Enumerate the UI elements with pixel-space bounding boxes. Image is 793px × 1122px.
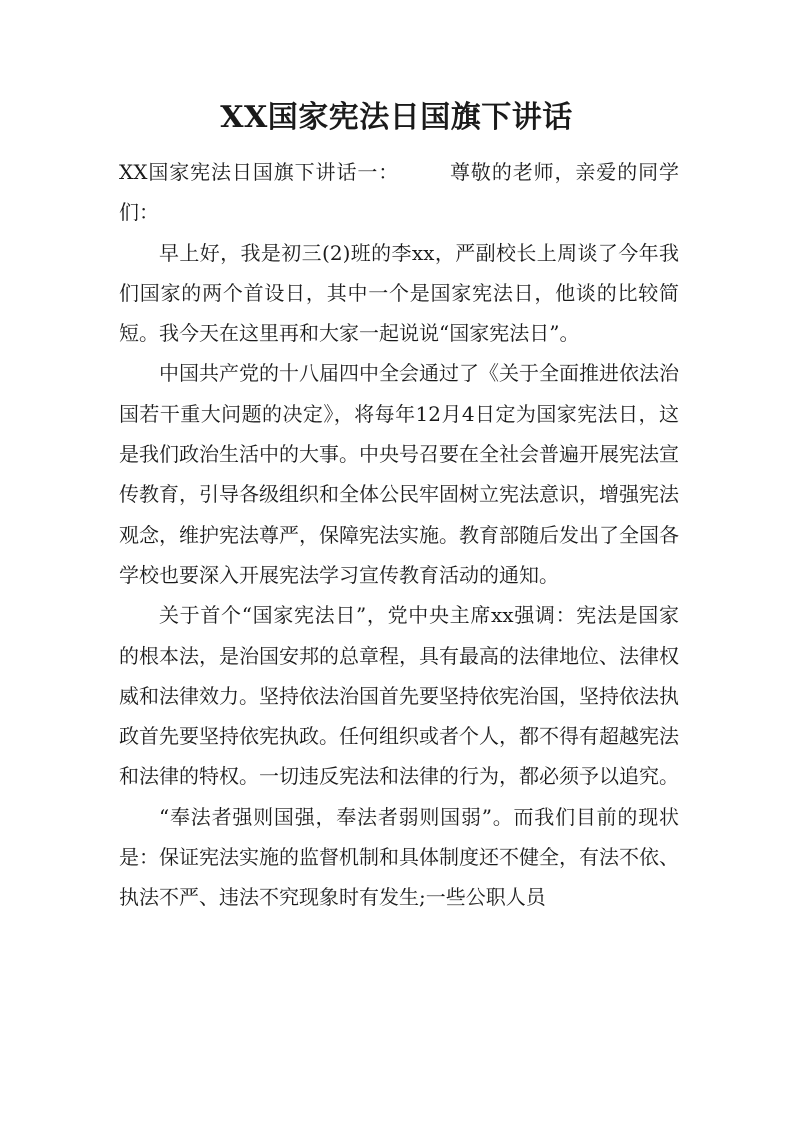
intro-line [119,152,679,233]
paragraph-4: “奉法者强则国强，奉法者弱则国弱”。而我们目前的现状是：保证宪法实施的监督机制和具体制度还不健全，有法不依、执法不严、违法不究现象时有发生;一些公职人员 [119,804,679,910]
paragraph-2: 中国共产党的十八届四中全会通过了《关于全面推进依法治国若干重大问题的决定》，将每年12月4日定为国家宪法日，这是我们政治生活中的大事。中央号召要在全社会普遍开展宪法宣传教育，引导各级组织和全体公民牢固树立宪法意识，增强宪法观念，维护宪法尊严，保障宪法实施。教育部随后发出了全国各学校也要深入开展宪法学习宣传教育活动的通知。 [119,361,679,587]
document-body [119,152,679,918]
paragraph-3: 关于首个“国家宪法日”，党中央主席xx强调：宪法是国家的根本法，是治国安邦的总章程，具有最高的法律地位、法律权威和法律效力。坚持依法治国首先要坚持依宪治国，坚持依法执政首先要坚持依宪执政。任何组织或者个人，都不得有超越宪法和法律的特权。一切违反宪法和法律的行为，都必须予以追究。 [119,603,679,789]
document-title: XX国家宪法日国旗下讲话 [220,100,573,135]
intro-label: XX国家宪法日国旗下讲话一： [119,160,400,184]
salutation: 尊敬的老师，亲爱的同学们： [119,160,680,225]
paragraph-1: 早上好，我是初三(2)班的李xx，严副校长上周谈了今年我们国家的两个首设日，其中一个是国家宪法日，他谈的比较简短。我今天在这里再和大家一起说说“国家宪法日”。 [119,240,679,346]
